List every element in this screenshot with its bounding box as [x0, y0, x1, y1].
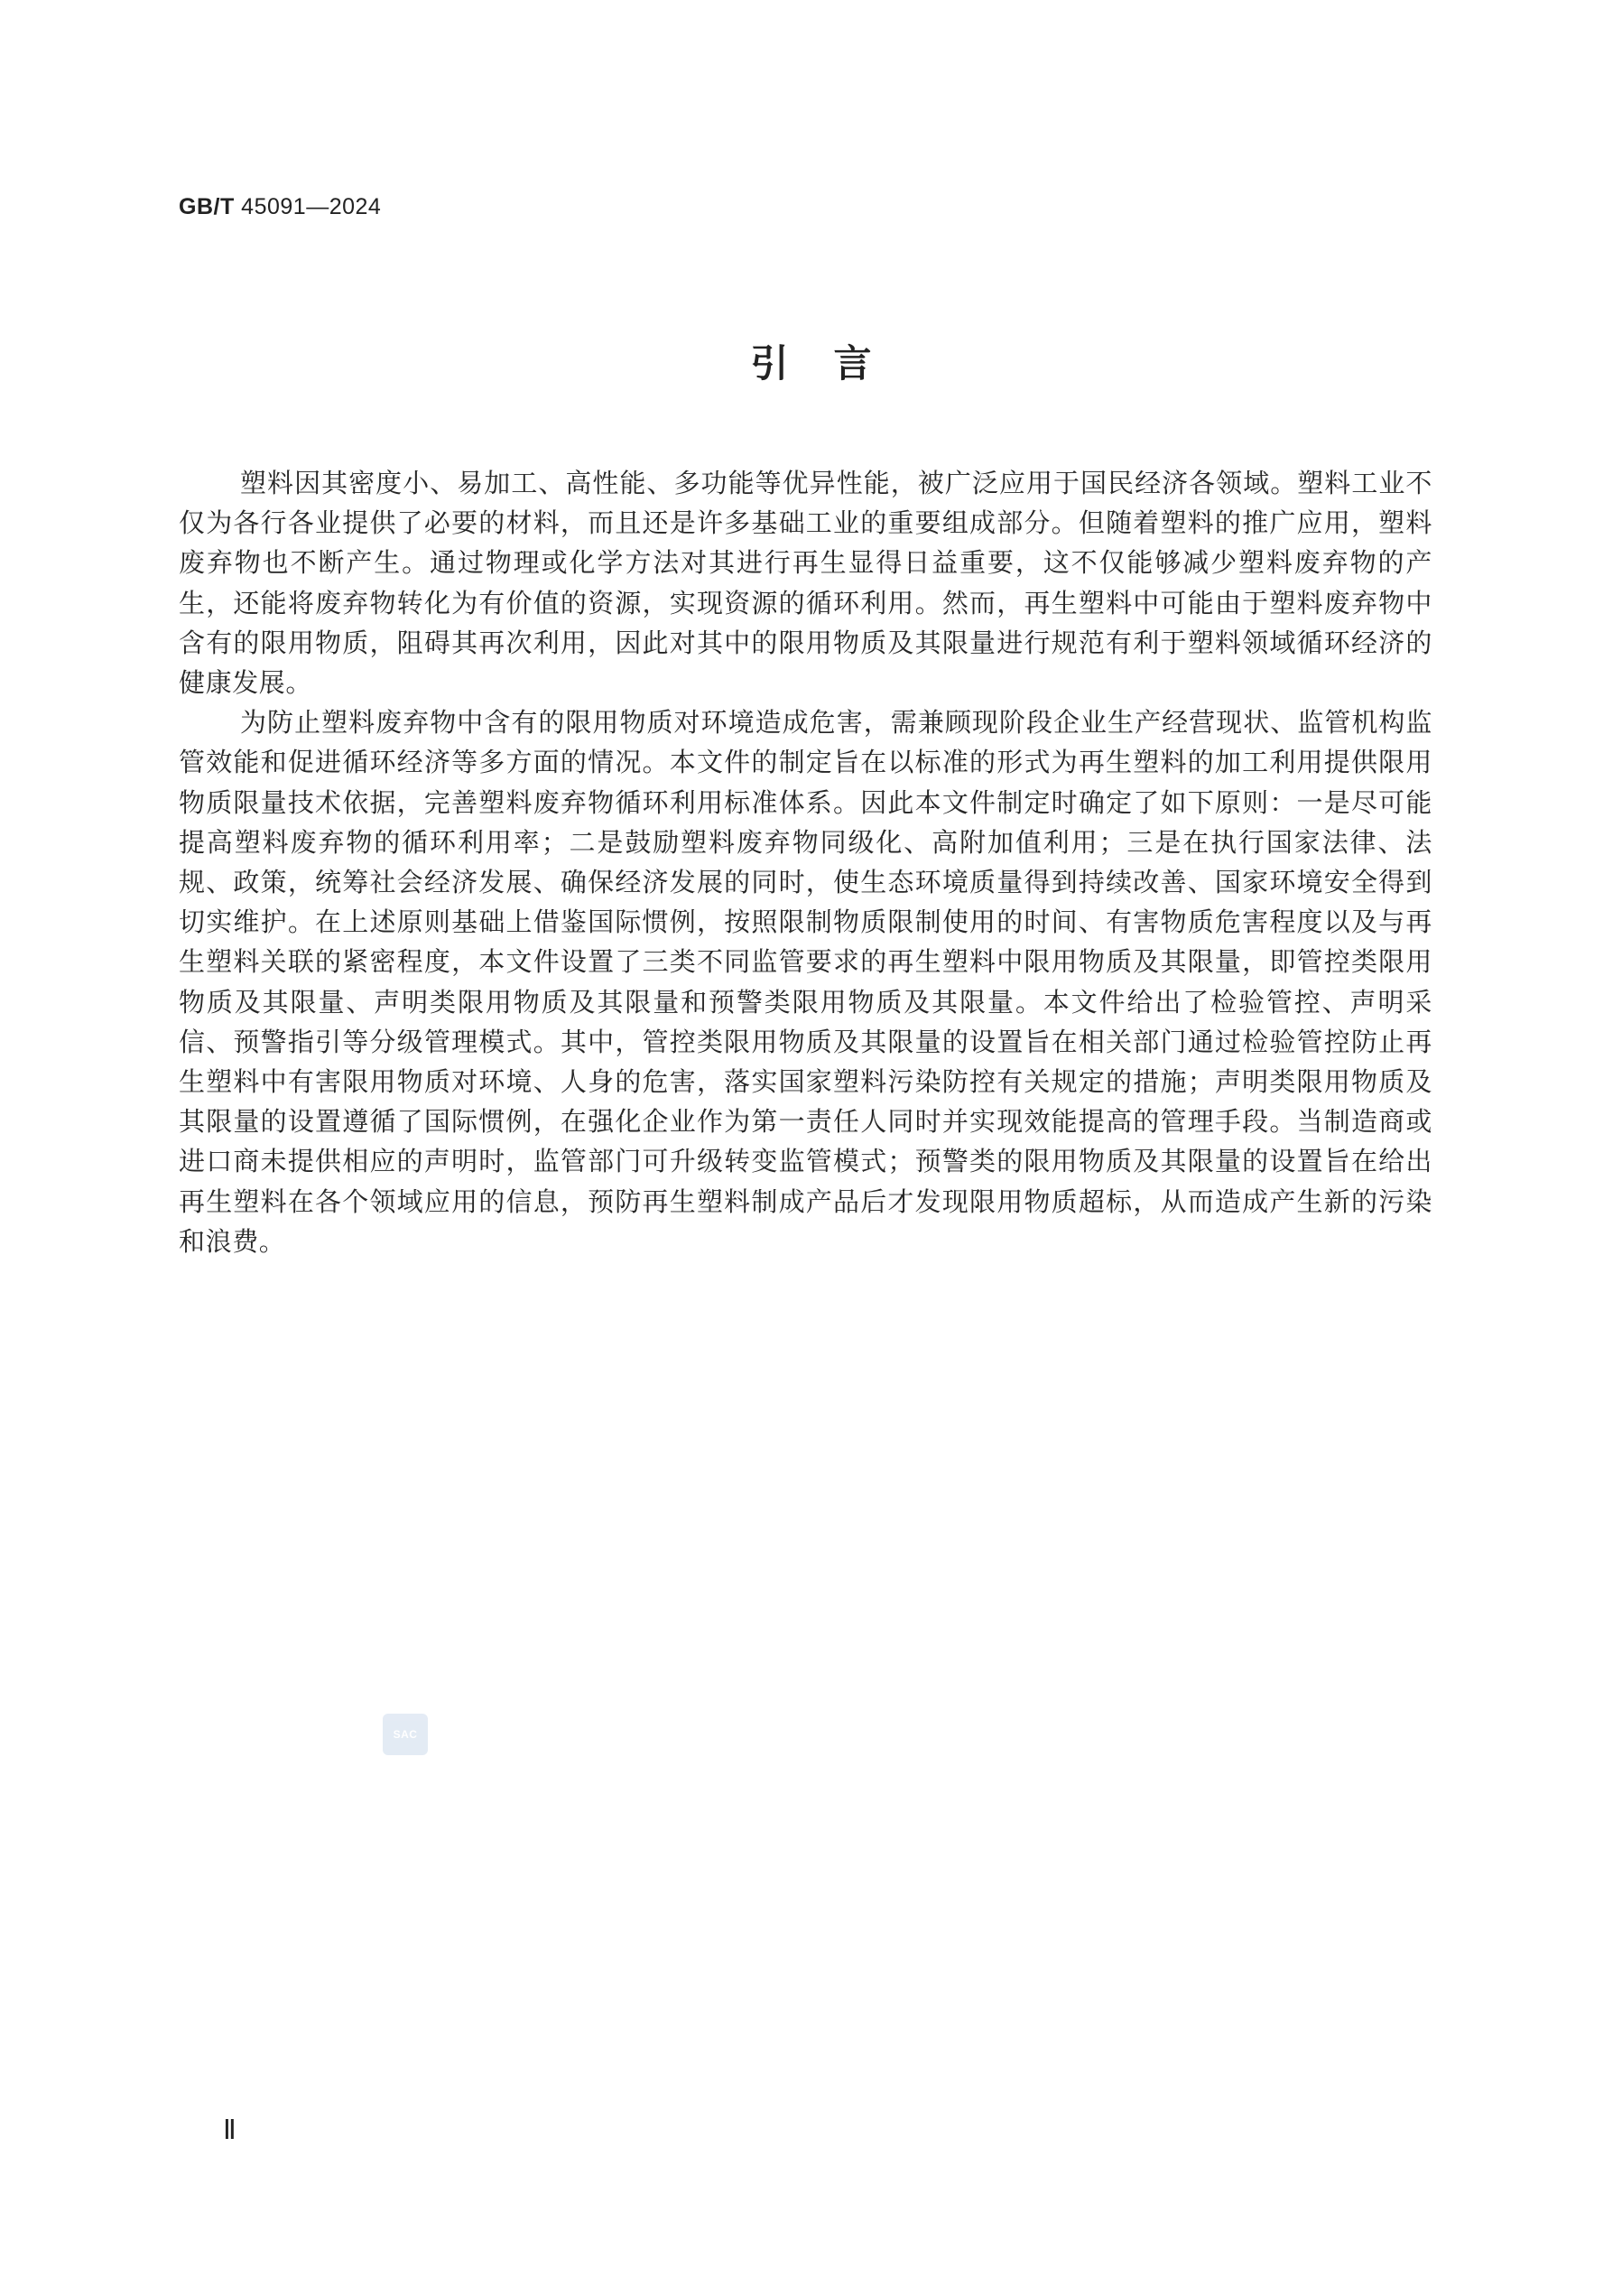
paragraph-1: 塑料因其密度小、易加工、高性能、多功能等优异性能，被广泛应用于国民经济各领域。塑料工业不仅为各行各业提供了必要的材料，而且还是许多基础工业的重要组成部分。但随着塑料的推广应用，塑料废弃物也不断产生。通过物理或化学方法对其进行再生显得日益重要，这不仅能够减少塑料废弃物的产生，还能将废弃物转化为有价值的资源，实现资源的循环利用。然而，再生塑料中可能由于塑料废弃物中含有的限用物质，阻碍其再次利用，因此对其中的限用物质及其限量进行规范有利于塑料领域循环经济的健康发展。	[179, 468, 1432, 699]
page-number: Ⅱ	[223, 2115, 236, 2145]
watermark-logo: SAC	[383, 1714, 428, 1755]
document-code-number: 45091—2024	[241, 194, 382, 219]
paragraph-2: 为防止塑料废弃物中含有的限用物质对环境造成危害，需兼顾现阶段企业生产经营现状、监管机构监管效能和促进循环经济等多方面的情况。本文件的制定旨在以标准的形式为再生塑料的加工利用提供限用物质限量技术依据，完善塑料废弃物循环利用标准体系。因此本文件制定时确定了如下原则：一是尽可能提高塑料废弃物的循环利用率；二是鼓励塑料废弃物同级化、高附加值利用；三是在执行国家法律、法规、政策，统筹社会经济发展、确保经济发展的同时，使生态环境质量得到持续改善、国家环境安全得到切实维护。在上述原则基础上借鉴国际惯例，按照限制物质限制使用的时间、有害物质危害程度以及与再生塑料关联的紧密程度，本文件设置了三类不同监管要求的再生塑料中限用物质及其限量，即管控类限用物质及其限量、声明类限用物质及其限量和预警类限用物质及其限量。本文件给出了检验管控、声明采信、预警指引等分级管理模式。其中，管控类限用物质及其限量的设置旨在相关部门通过检验管控防止再生塑料中有害限用物质对环境、人身的危害，落实国家塑料污染防控有关规定的措施；声明类限用物质及其限量的设置遵循了国际惯例，在强化企业作为第一责任人同时并实现效能提高的管理手段。当制造商或进口商未提供相应的声明时，监管部门可升级转变监管模式；预警类的限用物质及其限量的设置旨在给出再生塑料在各个领域应用的信息，预防再生塑料制成产品后才发现限用物质超标，从而造成产生新的污染和浪费。	[179, 707, 1432, 1257]
document-code-prefix: GB/T	[179, 194, 235, 219]
document-body	[179, 463, 1432, 1261]
section-title: 引言	[750, 341, 917, 386]
document-code	[179, 194, 381, 220]
